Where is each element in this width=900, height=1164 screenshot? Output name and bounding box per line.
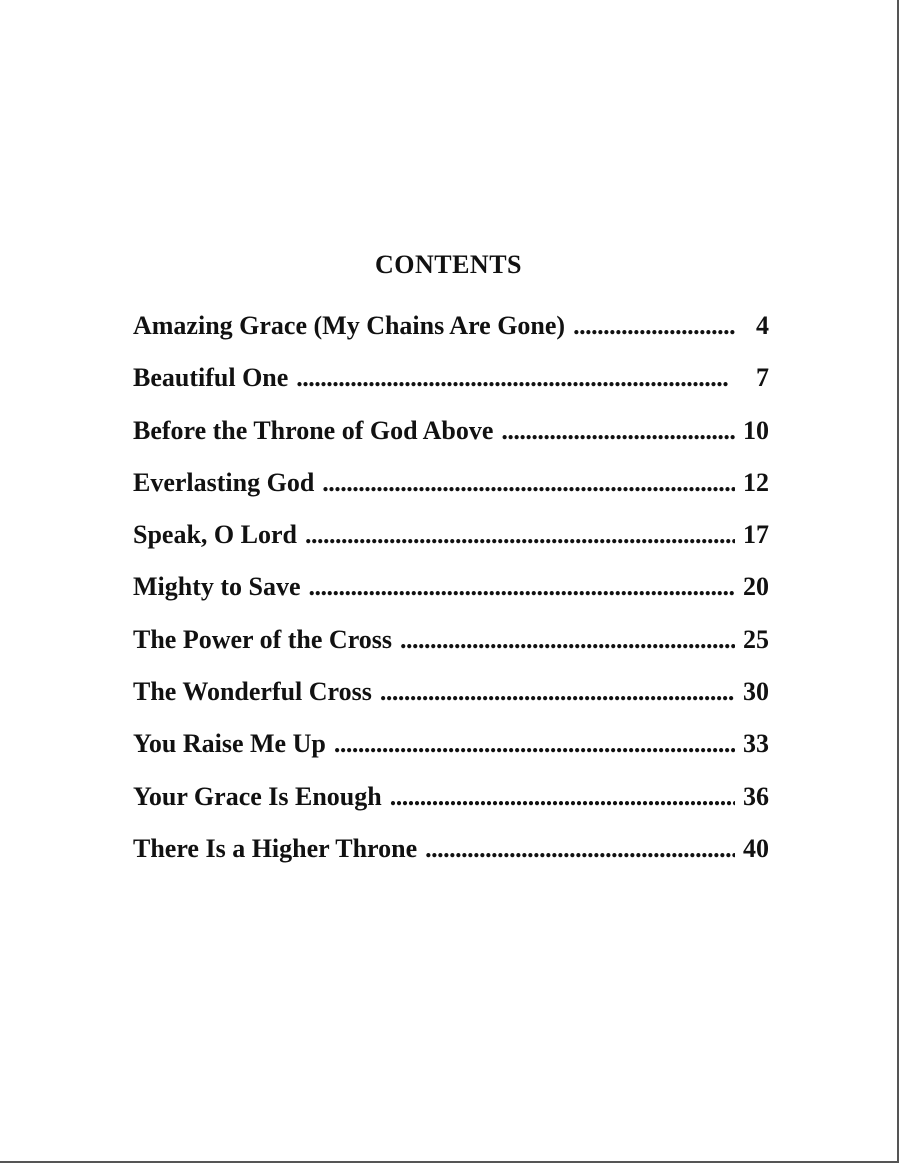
toc-entry-title: Beautiful One — [133, 363, 289, 393]
toc-entry-title: Your Grace Is Enough — [133, 781, 382, 811]
toc-entry-page-number: 30 — [743, 677, 769, 707]
table-of-contents — [133, 305, 769, 880]
toc-entry-title: The Wonderful Cross — [133, 677, 372, 707]
toc-entry — [133, 410, 769, 462]
toc-entry-page-number: 33 — [743, 729, 769, 759]
toc-entry-page-number: 10 — [743, 415, 769, 445]
toc-entry-page-number: 40 — [743, 833, 769, 863]
toc-entry — [133, 305, 769, 357]
toc-entry-title: Speak, O Lord — [133, 520, 297, 550]
toc-entry-title: Mighty to Save — [133, 572, 301, 602]
toc-entry-title: There Is a Higher Throne — [133, 833, 418, 863]
dot-leader — [400, 619, 735, 661]
toc-entry-page-number: 4 — [756, 311, 769, 340]
toc-entry-page-number: 17 — [743, 520, 769, 550]
toc-entry — [133, 357, 769, 409]
toc-entry-page-number: 20 — [743, 572, 769, 602]
dot-leader — [425, 828, 735, 870]
toc-entry-title: Amazing Grace (My Chains Are Gone) — [133, 311, 566, 340]
toc-entry — [133, 619, 769, 671]
toc-entry-page-number: 25 — [743, 624, 769, 654]
dot-leader — [322, 462, 735, 504]
page-title: CONTENTS — [374, 250, 523, 279]
toc-entry-title: You Raise Me Up — [133, 729, 326, 759]
dot-leader — [573, 305, 735, 347]
toc-entry-page-number: 36 — [743, 781, 769, 811]
toc-entry — [133, 566, 769, 618]
toc-entry-page-number: 12 — [743, 467, 769, 497]
dot-leader — [305, 514, 735, 556]
dot-leader — [380, 671, 735, 713]
toc-entry-page-number: 7 — [756, 363, 769, 393]
dot-leader — [390, 776, 735, 818]
dot-leader — [501, 410, 735, 452]
toc-entry-title: Everlasting God — [133, 467, 315, 497]
toc-entry — [133, 776, 769, 828]
toc-entry — [133, 828, 769, 880]
dot-leader — [296, 357, 735, 399]
toc-entry-title: Before the Throne of God Above — [133, 415, 494, 445]
toc-entry-title: The Power of the Cross — [133, 624, 393, 654]
dot-leader — [309, 566, 735, 608]
toc-entry — [133, 671, 769, 723]
dot-leader — [334, 723, 735, 765]
toc-entry — [133, 723, 769, 775]
toc-entry — [133, 462, 769, 514]
toc-entry — [133, 514, 769, 566]
